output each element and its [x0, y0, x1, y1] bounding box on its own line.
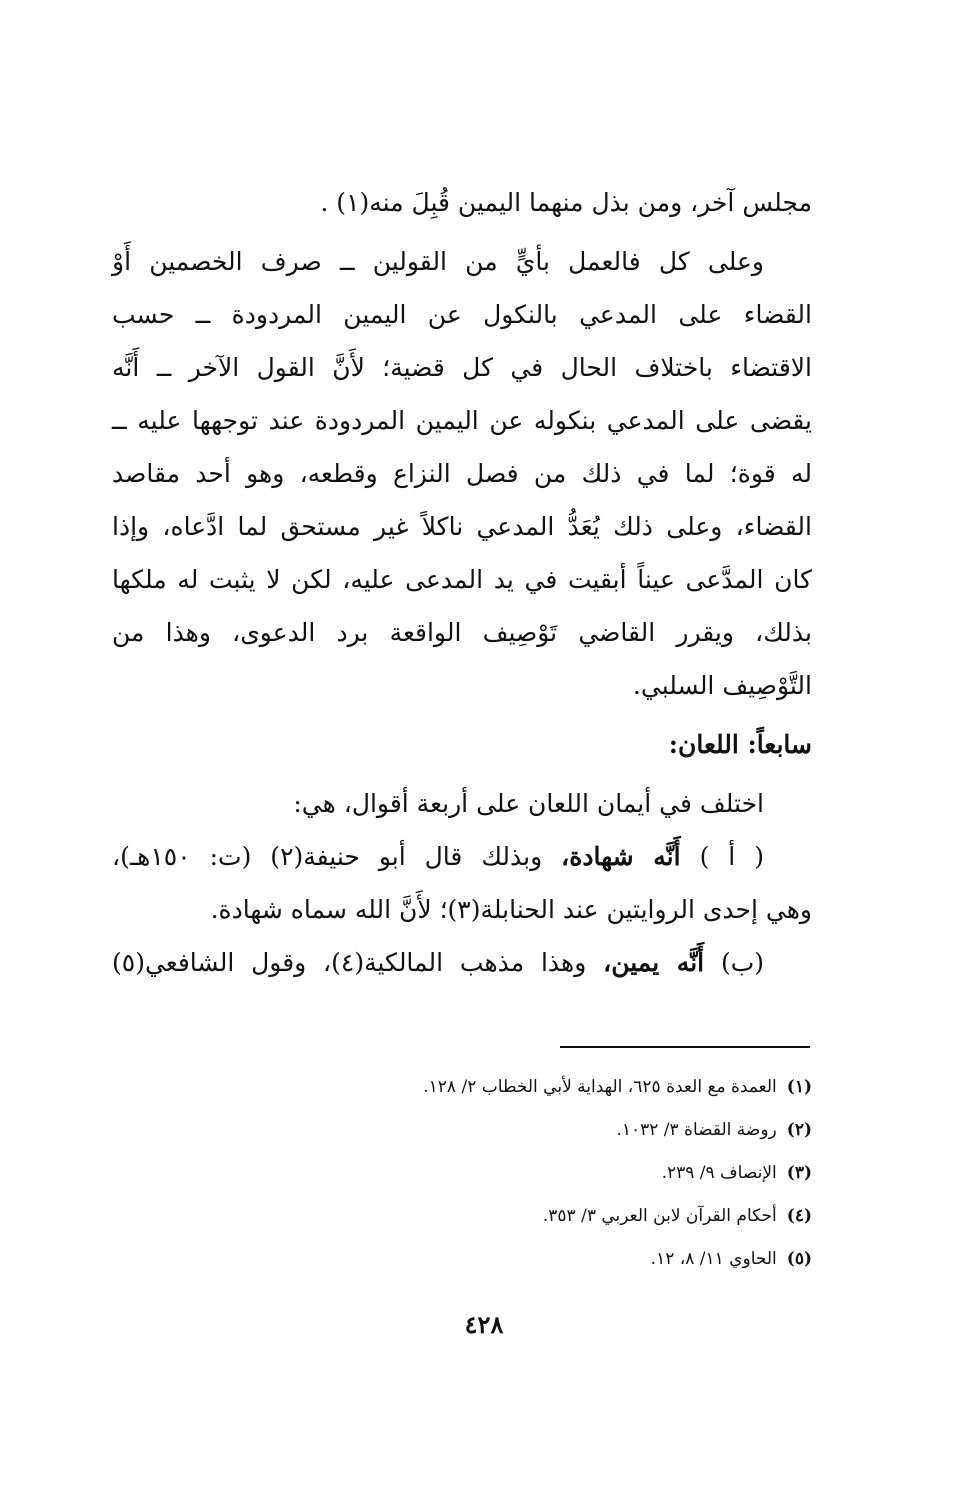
footnote-number: (١) — [786, 1077, 812, 1097]
footnote — [112, 1066, 812, 1109]
item-bold-term: أَنَّه شهادة، — [561, 842, 681, 871]
footnote-divider — [560, 1046, 810, 1048]
text-line: له قوة؛ لما في ذلك من فصل النزاع وقطعه، وهو أحد مقاصد — [112, 459, 812, 488]
item-text: وبذلك قال أبو حنيفة(٢) (ت: ١٥٠هـ)، — [112, 842, 543, 871]
text-line: وهي إحدى الروايتين عند الحنابلة(٣)؛ لأَنَّ الله سماه شهادة. — [210, 895, 812, 924]
text-line: الاقتضاء باختلاف الحال في كل قضية؛ لأَنَّ القول الآخر ــ أَنَّه — [112, 353, 812, 382]
footnote-number: (٤) — [786, 1206, 812, 1226]
item-bold-term: أَنَّه يمين، — [603, 948, 705, 977]
list-item-a — [112, 830, 812, 883]
footnote-number: (٥) — [786, 1249, 812, 1269]
footnote — [112, 1238, 812, 1281]
footnote-text: العمدة مع العدة ٦٢٥، الهداية لأبي الخطاب ٢/ ١٢٨. — [423, 1077, 777, 1097]
text-line: وعلى كل فالعمل بأيٍّ من القولين ــ صرف الخصمين أَوْ — [112, 247, 764, 276]
footnote — [112, 1152, 812, 1195]
item-label: ( أ ) — [699, 842, 764, 871]
footnote-text: الإنصاف ٩/ ٢٣٩. — [661, 1163, 777, 1183]
text-line: يقضى على المدعي بنكوله عن اليمين المردودة عند توجهها عليه ــ — [112, 406, 812, 435]
item-label: (ب) — [720, 948, 764, 977]
main-text — [112, 176, 812, 989]
page-number: ٤٢٨ — [464, 1310, 504, 1339]
footnote-number: (٣) — [786, 1163, 812, 1183]
section-heading: سابعاً: اللعان: — [668, 730, 812, 759]
text-line: كان المدَّعى عيناً أبقيت في يد المدعى عليه، لكن لا يثبت له ملكها — [112, 565, 812, 594]
text-line: مجلس آخر، ومن بذل منهما اليمين قُبِلَ منه(١) . — [320, 188, 812, 217]
text-line: التَّوْصِيف السلبي. — [632, 671, 812, 700]
footnotes — [112, 1066, 812, 1281]
text-line: القضاء على المدعي بالنكول عن اليمين المردودة ــ حسب — [112, 300, 812, 329]
footnote-text: روضة القضاة ٣/ ١٠٣٢. — [616, 1120, 777, 1140]
footnote — [112, 1195, 812, 1238]
text-line: القضاء، وعلى ذلك يُعَدُّ المدعي ناكلاً غير مستحق لما ادَّعاه، وإذا — [112, 512, 812, 541]
footnote-number: (٢) — [786, 1120, 812, 1140]
footnote-text: أحكام القرآن لابن العربي ٣/ ٣٥٣. — [542, 1206, 777, 1226]
footnote — [112, 1109, 812, 1152]
section-intro: اختلف في أيمان اللعان على أربعة أقوال، هي: — [293, 789, 764, 818]
list-item-b — [112, 936, 812, 989]
footnote-text: الحاوي ١١/ ٨، ١٢. — [650, 1249, 777, 1269]
text-line: بذلك، ويقرر القاضي تَوْصِيف الواقعة برد الدعوى، وهذا من — [112, 618, 812, 647]
item-text: وهذا مذهب المالكية(٤)، وقول الشافعي(٥) — [112, 948, 587, 977]
